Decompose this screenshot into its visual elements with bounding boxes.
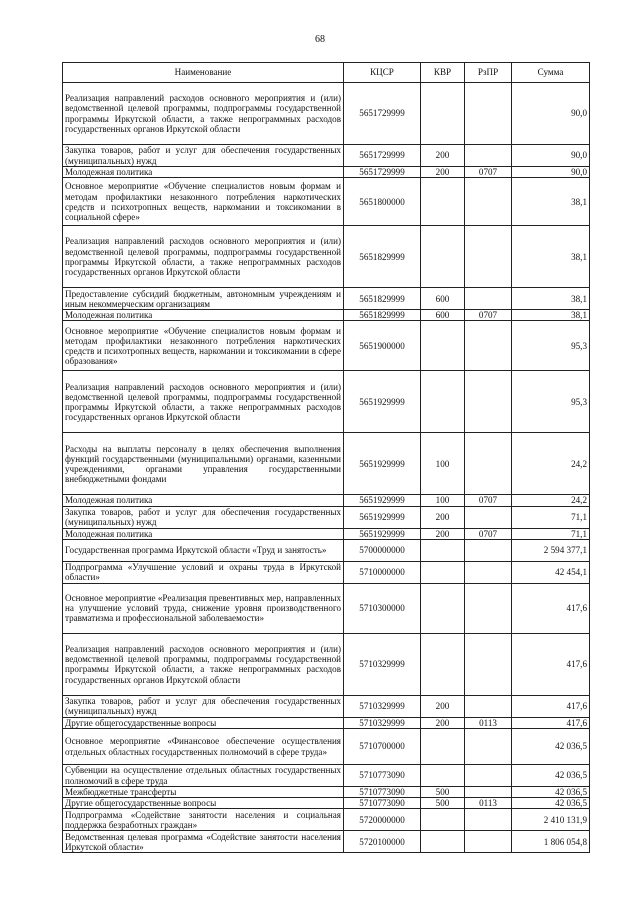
row-kvr [421,83,465,145]
header-name: Наименование [63,63,344,83]
row-rzpr [465,226,512,288]
row-kvr [421,633,465,695]
row-sum: 24,2 [512,433,590,495]
row-sum: 95,3 [512,321,590,371]
table-row [63,433,590,495]
row-sum: 417,6 [512,633,590,695]
row-sum: 24,2 [512,495,590,506]
table-row [63,798,590,809]
row-kvr [421,561,465,583]
row-kvr [421,583,465,633]
row-name: Реализация направлений расходов основного мероприятия и (или) ведомственной целевой программы, подпрограммы государственной программы Иркутской области, а также непрограммных расходов государственных органов Иркутской области [63,633,344,695]
table-row [63,371,590,433]
row-rzpr: 0707 [465,495,512,506]
header-kvr: КВР [421,63,465,83]
row-name: Молодежная политика [63,495,344,506]
row-name: Межбюджетные трансферты [63,787,344,798]
table-row [63,809,590,831]
row-name: Закупка товаров, работ и услуг для обеспечения государственных (муниципальных) нужд [63,695,344,717]
row-name: Основное мероприятие «Финансовое обеспечение осуществления отдельных областных государственных полномочий в сфере труда» [63,729,344,765]
table-row [63,561,590,583]
row-kvr: 100 [421,433,465,495]
row-rzpr: 0707 [465,167,512,178]
row-sum: 38,1 [512,226,590,288]
row-rzpr [465,433,512,495]
table-row [63,145,590,167]
row-rzpr [465,695,512,717]
table-row [63,167,590,178]
table-row [63,178,590,226]
row-name: Другие общегосударственные вопросы [63,717,344,728]
row-kvr: 100 [421,495,465,506]
row-kcsr: 5651929999 [344,433,421,495]
row-name: Государственная программа Иркутской области «Труд и занятость» [63,539,344,561]
budget-table-container [62,62,589,853]
row-rzpr [465,145,512,167]
row-rzpr [465,633,512,695]
row-kvr [421,371,465,433]
row-kvr [421,765,465,787]
row-kcsr: 5651929999 [344,371,421,433]
header-kcsr: КЦСР [344,63,421,83]
row-sum: 71,1 [512,528,590,539]
row-kvr: 200 [421,145,465,167]
row-name: Закупка товаров, работ и услуг для обеспечения государственных (муниципальных) нужд [63,506,344,528]
row-sum: 38,1 [512,310,590,321]
row-name: Основное мероприятие «Обучение специалистов новым формам и методам профилактики незаконного потребления наркотических средств и психотропных веществ, наркомании и токсикомании в социальной сфере» [63,178,344,226]
row-name: Основное мероприятие «Обучение специалистов новым формам и методам профилактики незаконного потребления наркотических средств и психотропных веществ, наркомании и токсикомании в сфере образования» [63,321,344,371]
table-row [63,528,590,539]
row-sum: 71,1 [512,506,590,528]
row-name: Молодежная политика [63,528,344,539]
row-kcsr: 5651800000 [344,178,421,226]
row-rzpr [465,561,512,583]
row-sum: 2 594 377,1 [512,539,590,561]
row-kcsr: 5720100000 [344,831,421,853]
row-name: Подпрограмма «Содействие занятости населения и социальная поддержка безработных граждан» [63,809,344,831]
row-sum: 90,0 [512,83,590,145]
table-row [63,583,590,633]
row-rzpr: 0113 [465,717,512,728]
row-name: Основное мероприятие «Реализация превентивных мер, направленных на улучшение условий труда, снижение уровня производственного травматизма и профессиональной заболеваемости» [63,583,344,633]
row-rzpr [465,371,512,433]
row-name: Реализация направлений расходов основного мероприятия и (или) ведомственной целевой программы, подпрограммы государственной программы Иркутской области, а также непрограммных расходов государственных органов Иркутской области [63,371,344,433]
row-rzpr [465,178,512,226]
table-row [63,310,590,321]
table-row [63,729,590,765]
row-rzpr: 0707 [465,310,512,321]
row-sum: 42 036,5 [512,729,590,765]
table-row [63,226,590,288]
row-kvr [421,729,465,765]
row-rzpr [465,809,512,831]
row-sum: 417,6 [512,717,590,728]
row-kvr: 200 [421,167,465,178]
table-row [63,539,590,561]
row-rzpr [465,729,512,765]
row-sum: 38,1 [512,178,590,226]
table-row [63,695,590,717]
row-rzpr: 0707 [465,528,512,539]
row-sum: 90,0 [512,167,590,178]
row-kvr: 200 [421,528,465,539]
row-kvr: 500 [421,798,465,809]
row-kvr [421,178,465,226]
row-sum: 38,1 [512,288,590,310]
row-kvr: 200 [421,717,465,728]
row-kvr [421,226,465,288]
row-kcsr: 5720000000 [344,809,421,831]
table-row [63,765,590,787]
row-kvr: 600 [421,288,465,310]
row-sum: 42 036,5 [512,798,590,809]
table-header-row [63,63,590,83]
header-rzpr: РзПР [465,63,512,83]
row-kvr: 600 [421,310,465,321]
row-kcsr: 5651929999 [344,506,421,528]
row-name: Реализация направлений расходов основного мероприятия и (или) ведомственной целевой программы, подпрограммы государственной программы Иркутской области, а также непрограммных расходов государственных органов Иркутской области [63,83,344,145]
row-kcsr: 5710773090 [344,798,421,809]
row-rzpr [465,321,512,371]
row-name: Подпрограмма «Улучшение условий и охраны труда в Иркутской области» [63,561,344,583]
table-row [63,717,590,728]
table-row [63,787,590,798]
row-name: Реализация направлений расходов основного мероприятия и (или) ведомственной целевой программы, подпрограммы государственной программы Иркутской области, а также непрограммных расходов государственных органов Иркутской области [63,226,344,288]
row-name: Предоставление субсидий бюджетным, автономным учреждениям и иным некоммерческим организациям [63,288,344,310]
row-kcsr: 5710700000 [344,729,421,765]
row-name: Ведомственная целевая программа «Содействие занятости населения Иркутской области» [63,831,344,853]
table-row [63,831,590,853]
row-kcsr: 5651929999 [344,495,421,506]
row-rzpr [465,831,512,853]
row-kcsr: 5651729999 [344,83,421,145]
table-row [63,495,590,506]
row-kcsr: 5710329999 [344,633,421,695]
page-number: 68 [315,34,325,45]
row-kcsr: 5651929999 [344,528,421,539]
row-sum: 42 036,5 [512,765,590,787]
row-kvr: 200 [421,695,465,717]
row-kcsr: 5710773090 [344,765,421,787]
row-kvr [421,831,465,853]
row-sum: 1 806 054,8 [512,831,590,853]
row-name: Закупка товаров, работ и услуг для обеспечения государственных (муниципальных) нужд [63,145,344,167]
row-sum: 2 410 131,9 [512,809,590,831]
row-kcsr: 5710329999 [344,717,421,728]
row-sum: 95,3 [512,371,590,433]
row-kcsr: 5651900000 [344,321,421,371]
row-rzpr [465,83,512,145]
row-name: Молодежная политика [63,310,344,321]
row-name: Субвенции на осуществление отдельных областных государственных полномочий в сфере труда [63,765,344,787]
row-kvr [421,539,465,561]
table-body [63,83,590,853]
row-kvr: 500 [421,787,465,798]
row-kvr [421,321,465,371]
table-row [63,633,590,695]
row-kcsr: 5710773090 [344,787,421,798]
row-rzpr: 0113 [465,798,512,809]
row-sum: 417,6 [512,583,590,633]
row-kcsr: 5710329999 [344,695,421,717]
table-row [63,506,590,528]
row-kcsr: 5651729999 [344,167,421,178]
row-kcsr: 5651829999 [344,288,421,310]
row-kcsr: 5710300000 [344,583,421,633]
row-rzpr [465,583,512,633]
budget-table [62,62,590,853]
row-sum: 42 454,1 [512,561,590,583]
row-kvr: 200 [421,506,465,528]
row-kcsr: 5651729999 [344,145,421,167]
row-name: Расходы на выплаты персоналу в целях обеспечения выполнения функций государственными (муниципальными) органами, казенными учреждениями, органами управления государственными внебюджетными фондами [63,433,344,495]
row-name: Другие общегосударственные вопросы [63,798,344,809]
row-kcsr: 5651829999 [344,226,421,288]
row-sum: 90,0 [512,145,590,167]
row-rzpr [465,765,512,787]
table-row [63,321,590,371]
row-rzpr [465,506,512,528]
row-sum: 42 036,5 [512,787,590,798]
row-name: Молодежная политика [63,167,344,178]
row-rzpr [465,288,512,310]
row-kcsr: 5700000000 [344,539,421,561]
table-row [63,288,590,310]
row-kvr [421,809,465,831]
header-sum: Сумма [512,63,590,83]
table-row [63,83,590,145]
row-kcsr: 5651829999 [344,310,421,321]
row-kcsr: 5710000000 [344,561,421,583]
row-rzpr [465,787,512,798]
row-sum: 417,6 [512,695,590,717]
row-rzpr [465,539,512,561]
